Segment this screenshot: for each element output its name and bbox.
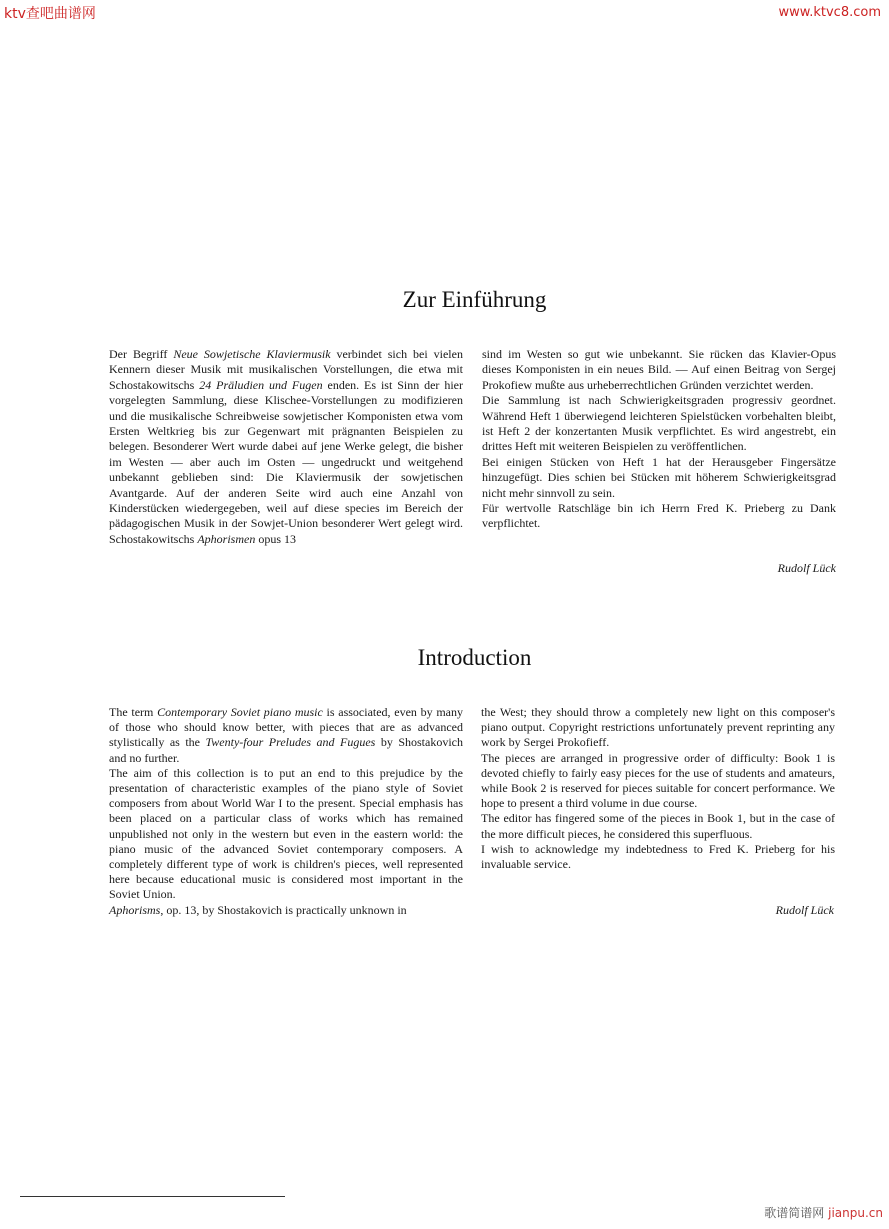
- watermark-text-accent: jianpu.cn: [828, 1206, 883, 1220]
- english-title: Introduction: [417, 645, 532, 670]
- english-paragraph-3: [109, 903, 463, 918]
- text-run: enden. Es ist Sinn der hier vorgelegten Sammlung, diese Klischee-Vorstellungen zu modifizieren und die musikalische Schreibweise sowjetischer Komponisten etwa vom Ersten Weltkrieg bis zur Gegenwart mit prägnanten Beispielen zu belegen. Besonderer Wert wurde dabei auf jene Werke gelegt, die bisher im Westen — aber auch im Osten — ungedruckt und weitgehend unbekannt geblieben sind: Die Klaviermusik der sowjetischen Avantgarde. Auf der anderen Seite wird auch eine Anzahl von Kinderstücken wiedergegeben, weil auf diese species im Bereich der pädagogischen Musik in der Sowjet-Union besonderer Wert gelegt wird. Schostakowitschs: [109, 377, 463, 546]
- watermark-bottom-right: [764, 1204, 883, 1221]
- german-paragraph-1: [109, 347, 463, 547]
- text-run: is associated, even by many of those who should know better, with pieces that are as advanced stylistically as the: [109, 705, 463, 750]
- text-run: by Shostakovich and no further.: [109, 735, 463, 765]
- watermark-top-right: www.ktvc8.com: [778, 5, 881, 20]
- german-paragraph-2: sind im Westen so gut wie unbekannt. Sie rücken das Klavier-Opus dieses Komponisten in ein neues Bild. — Auf einen Beitrag von Sergej Prokofiew mußte aus urheberrechtlichen Gründen verzichtet werden.: [482, 347, 836, 392]
- english-right-column: [481, 705, 835, 872]
- italic-title: Neue Sowjetische Klaviermusik: [173, 347, 331, 361]
- italic-title: Aphorismen: [197, 531, 256, 546]
- german-title: Zur Einführung: [402, 287, 547, 312]
- english-paragraph-2: The aim of this collection is to put an end to this prejudice by the presentation of characteristic examples of the piano style of Soviet composers from about World War I to the present. Special emphasis has been placed on a particular class of works which has remained unpublished not only in the western but even in the eastern world: the piano music of the advanced Soviet contemporary composers. A completely different type of work is children's pieces, well represented here because educational music is considered most important in the Soviet Union.: [109, 765, 463, 902]
- english-paragraph-7: I wish to acknowledge my indebtedness to Fred K. Prieberg for his invaluable service.: [481, 841, 835, 872]
- text-run: , op. 13, by Shostakovich is practically unknown in: [160, 902, 407, 917]
- german-paragraph-4: Bei einigen Stücken von Heft 1 hat der Herausgeber Fingersätze hinzugefügt. Dies schien bei Stücken mit höherem Schwierigkeitsgrad nicht mehr sinnvoll zu sein.: [482, 454, 836, 500]
- text-run: opus 13: [255, 531, 297, 546]
- watermark-text: 歌谱简谱网: [764, 1206, 825, 1220]
- english-paragraph-5: The pieces are arranged in progressive order of difficulty: Book 1 is devoted chiefly to fairly easy pieces for the use of students and amateurs, while Book 2 is reserved for pieces suitable for concert performance. We hope to present a third volume in due course.: [481, 750, 835, 811]
- english-paragraph-6: The editor has fingered some of the pieces in Book 1, but in the case of the more difficult pieces, he considered this superfluous.: [481, 811, 835, 841]
- text-run: The term: [109, 705, 158, 719]
- italic-title: Aphorisms: [109, 902, 161, 917]
- german-signature: Rudolf Lück: [777, 561, 836, 575]
- german-paragraph-5: Für wertvolle Ratschläge bin ich Herrn Fred K. Prieberg zu Dank verpflichtet.: [482, 501, 836, 531]
- german-left-column: [109, 347, 463, 547]
- italic-title: Contemporary Soviet piano music: [157, 705, 323, 719]
- english-paragraph-1: [109, 705, 463, 766]
- german-right-column: [482, 347, 836, 532]
- italic-title: 24 Präludien und Fugen: [199, 377, 323, 392]
- english-signature: Rudolf Lück: [775, 903, 834, 917]
- german-paragraph-3: Die Sammlung ist nach Schwierigkeitsgraden progressiv geordnet. Während Heft 1 überwiegend leichteren Spielstücken vorbehalten bleibt, ist Heft 2 der konzertanten Musik verpflichtet. Es wird angestrebt, ein drittes Heft mit weiteren Beispielen zu veröffentlichen.: [482, 393, 836, 454]
- text-run: verbindet sich bei vielen Kennern dieser Musik mit musikalischen Vorstellungen, die etwa mit Schostakowitschs: [109, 347, 463, 392]
- english-left-column: [109, 705, 463, 918]
- english-paragraph-4: the West; they should throw a completely new light on this composer's piano output. Copyright restrictions unfortunately prevent reprinting any work by Sergei Prokofieff.: [481, 705, 835, 750]
- italic-title: Twenty-four Preludes and Fugues: [205, 735, 376, 750]
- watermark-top-left: ktv查吧曲谱网: [4, 6, 96, 22]
- text-run: Der Begriff: [109, 347, 174, 361]
- footer-rule: [20, 1196, 285, 1197]
